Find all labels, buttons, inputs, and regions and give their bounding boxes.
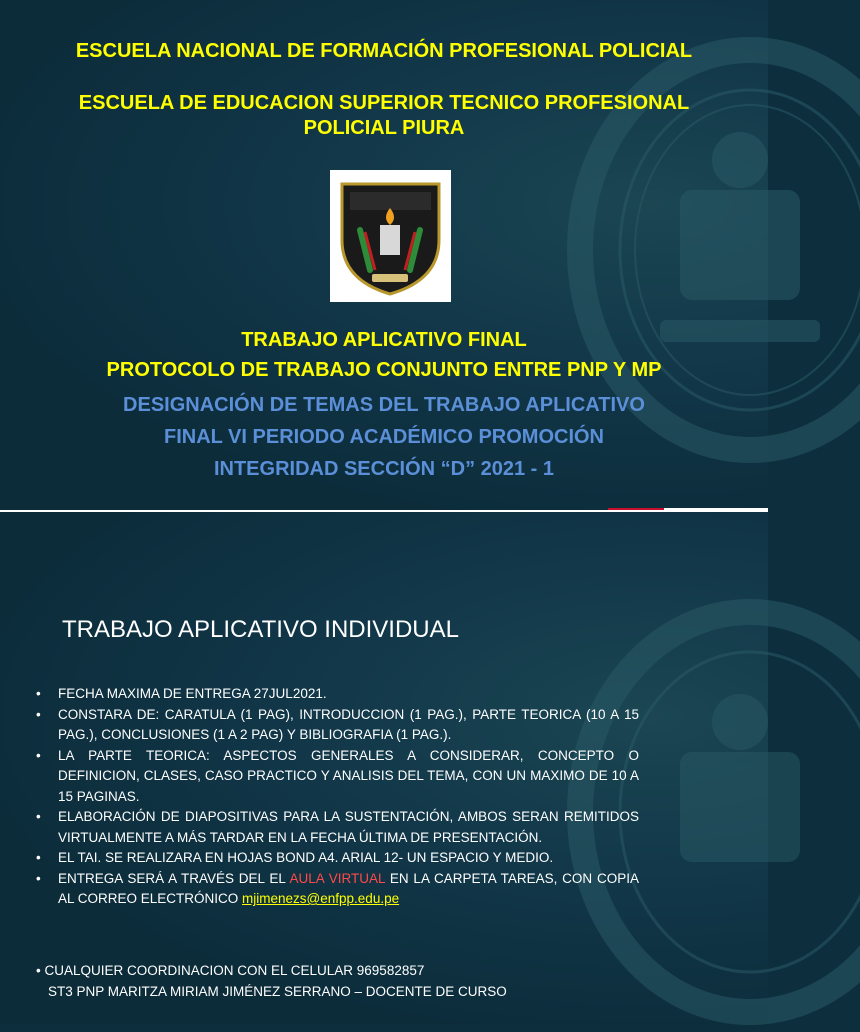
contact-phone: • CUALQUIER COORDINACION CON EL CELULAR 969582857 xyxy=(36,963,425,978)
delivery-text-cont: EN LA CARPETA TAREAS, CON COPIA AL CORREO ELECTRÓNICO xyxy=(58,870,639,906)
subtitle-line3: INTEGRIDAD SECCIÓN “D” 2021 - 1 xyxy=(213,458,555,480)
school-name-line1: ESCUELA DE EDUCACION SUPERIOR TECNICO PROFESIONAL xyxy=(78,92,690,114)
contact-block xyxy=(36,960,507,1002)
deadline-text: FECHA MAXIMA DE ENTREGA 27JUL2021. xyxy=(58,686,327,701)
subtitle-line1: DESIGNACIÓN DE TEMAS DEL TRABAJO APLICATIVO xyxy=(123,394,645,416)
delivery-text: ENTREGA SERÁ A TRAVÉS DEL EL xyxy=(58,870,286,886)
structure-text: CONSTARA DE: CARATULA (1 PAG), INTRODUCCION (1 PAG.), PARTE TEORICA (10 A 15 PAG.), CONCLUSIONES (1 A 2 PAG) Y BIBLIOGRAFIA (1 PAG.). xyxy=(58,706,639,742)
slide-instructions xyxy=(0,512,768,1024)
virtual-classroom-label: AULA VIRTUAL xyxy=(289,870,386,886)
list-item: • ENTREGA SERÁ A TRAVÉS DEL EL AULA VIRTUAL EN LA CARPETA TAREAS, CON COPIA AL CORREO ELECTRÓNICO mjimenezs@enfpp.edu.pe xyxy=(36,870,639,906)
school-shield-icon xyxy=(330,170,451,302)
requirements-list xyxy=(36,684,639,910)
slides-text: ELABORACIÓN DE DIAPOSITIVAS PARA LA SUSTENTACIÓN, AMBOS SERAN REMITIDOS VIRTUALMENTE A MÁS TARDAR EN LA FECHA ÚLTIMA DE PRESENTACIÓN. xyxy=(58,809,639,845)
list-item: • CONSTARA DE: CARATULA (1 PAG), INTRODUCCION (1 PAG.), PARTE TEORICA (10 A 15 PAG.), CONCLUSIONES (1 A 2 PAG) Y BIBLIOGRAFIA (1 PAG.). xyxy=(36,705,639,746)
work-title: TRABAJO APLICATIVO FINAL xyxy=(241,329,527,351)
theory-text: LA PARTE TEORICA: ASPECTOS GENERALES A CONSIDERAR, CONCEPTO O DEFINICION, CLASES, CASO PRACTICO Y ANALISIS DEL TEMA, CON UN MAXIMO DE 10 A 15 PAGINAS. xyxy=(58,747,639,804)
list-item: • LA PARTE TEORICA: ASPECTOS GENERALES A CONSIDERAR, CONCEPTO O DEFINICION, CLASES, CASO PRACTICO Y ANALISIS DEL TEMA, CON UN MAXIMO DE 10 A 15 PAGINAS. xyxy=(36,746,639,808)
format-text: EL TAI. SE REALIZARA EN HOJAS BOND A4. ARIAL 12- UN ESPACIO Y MEDIO. xyxy=(58,850,554,865)
subtitle-line2: FINAL VI PERIODO ACADÉMICO PROMOCIÓN xyxy=(163,426,605,448)
school-name-line2: POLICIAL PIURA xyxy=(303,117,465,139)
list-item: • ELABORACIÓN DE DIAPOSITIVAS PARA LA SUSTENTACIÓN, AMBOS SERAN REMITIDOS VIRTUALMENTE A MÁS TARDAR EN LA FECHA ÚLTIMA DE PRESENTACIÓN. xyxy=(36,807,639,848)
email-link[interactable]: mjimenezs@enfpp.edu.pe xyxy=(242,891,400,906)
slide-cover xyxy=(0,0,768,512)
school-logo xyxy=(330,170,451,302)
teacher-signature: ST3 PNP MARITZA MIRIAM JIMÉNEZ SERRANO – DOCENTE DE CURSO xyxy=(48,984,507,999)
list-item: • FECHA MAXIMA DE ENTREGA 27JUL2021. xyxy=(36,684,639,705)
slide-title: TRABAJO APLICATIVO INDIVIDUAL xyxy=(62,616,459,643)
protocol-title: PROTOCOLO DE TRABAJO CONJUNTO ENTRE PNP Y MP xyxy=(106,359,662,381)
institution-name: ESCUELA NACIONAL DE FORMACIÓN PROFESIONAL POLICIAL xyxy=(75,40,693,62)
list-item: • EL TAI. SE REALIZARA EN HOJAS BOND A4. ARIAL 12- UN ESPACIO Y MEDIO. xyxy=(36,848,639,869)
